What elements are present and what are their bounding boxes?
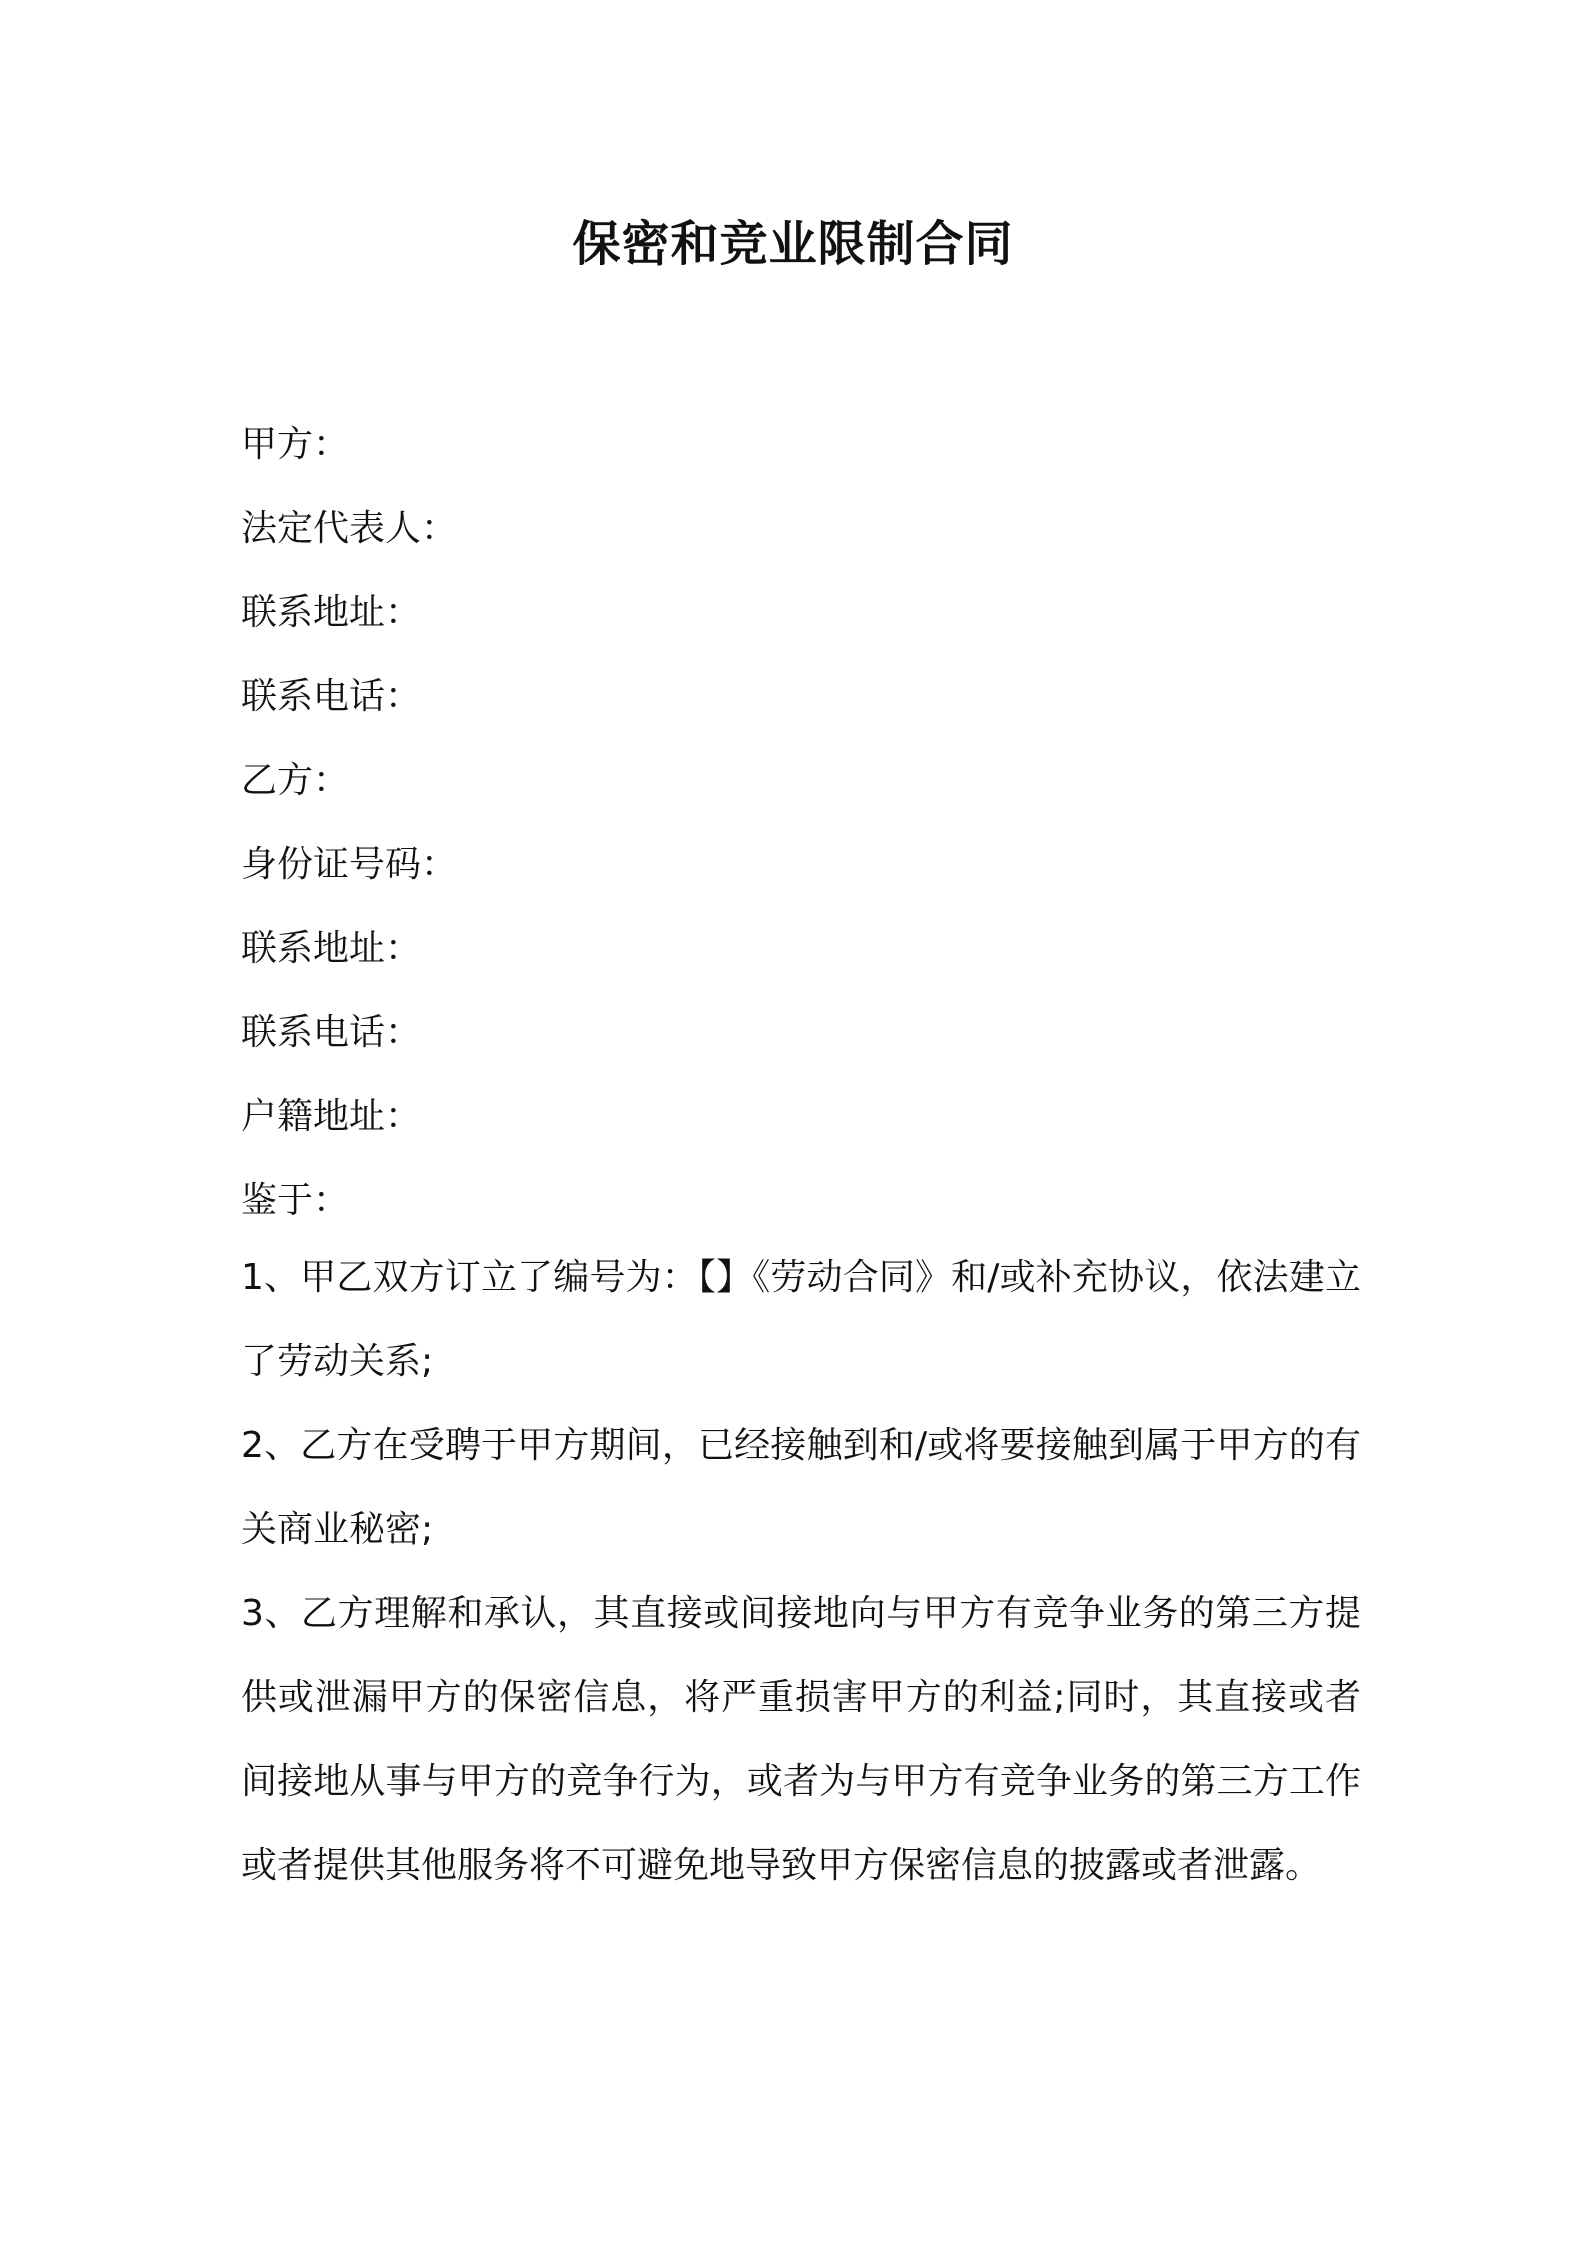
party-fields [241,403,1361,1243]
field-whereas: 鉴于： [241,1180,350,1221]
field-household-address: 户籍地址： [241,1096,422,1137]
field-party-b-phone: 联系电话： [241,1012,422,1053]
field-party-b-address: 联系地址： [241,928,422,969]
clause-3: 3、乙方理解和承认，其直接或间接地向与甲方有竞争业务的第三方提供或泄漏甲方的保密信息，将严重损害甲方的利益;同时，其直接或者间接地从事与甲方的竞争行为，或者为与甲方有竞争业务的第三方工作或者提供其他服务将不可避免地导致甲方保密信息的披露或者泄露。 [241,1593,1361,1886]
field-party-a-address: 联系地址： [241,592,422,633]
field-party-a: 甲方： [241,424,350,465]
clause-2: 2、乙方在受聘于甲方期间，已经接触到和/或将要接触到属于甲方的有关商业秘密; [241,1425,1361,1550]
clause-1: 1、甲乙双方订立了编号为：【】《劳动合同》和/或补充协议，依法建立了劳动关系; [241,1257,1361,1382]
document-title: 保密和竞业限制合同 [572,216,1014,272]
whereas-clauses [241,1236,1361,1908]
field-party-b: 乙方： [241,760,350,801]
field-party-a-phone: 联系电话： [241,676,422,717]
field-id-number: 身份证号码： [241,844,458,885]
field-legal-representative: 法定代表人： [241,508,458,549]
